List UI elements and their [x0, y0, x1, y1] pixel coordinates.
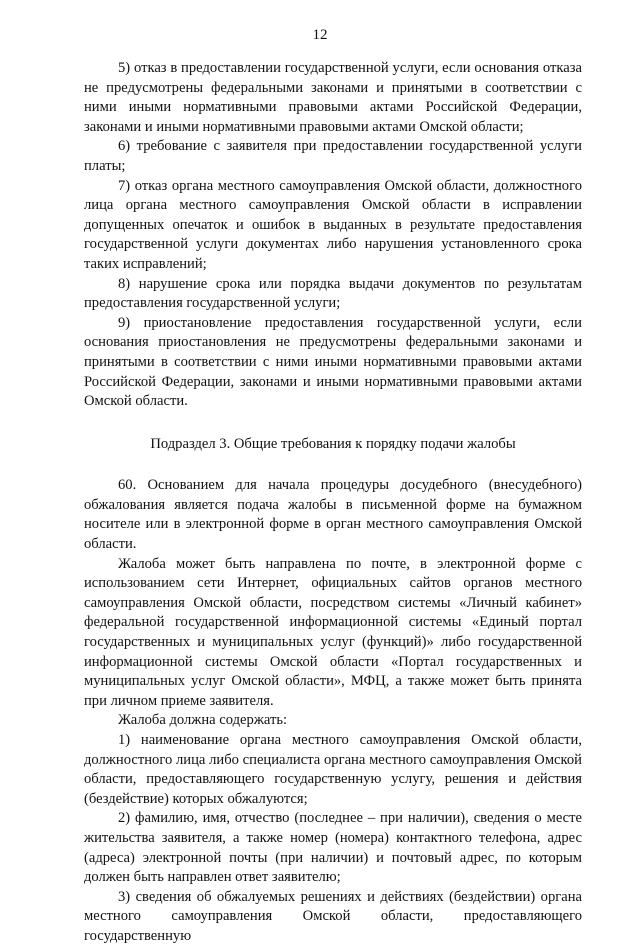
- paragraph-item-8: 8) нарушение срока или порядка выдачи документов по результатам предоставления государственной услуги;: [84, 275, 582, 312]
- paragraph-item-7: 7) отказ органа местного самоуправления Омской области, должностного лица органа местного самоуправления Омской области в исправлении допущенных опечаток и ошибок в выданных в результате предоставления государственной услуги документах либо нарушения установленного срока таких исправлений;: [84, 177, 582, 272]
- paragraph-contents-item-1: 1) наименование органа местного самоуправления Омской области, должностного лица либо специалиста органа местного самоуправления Омской области, предоставляющего государственную услугу, решения и действия (бездействие) которых обжалуются;: [84, 732, 582, 807]
- subsection-heading: Подраздел 3. Общие требования к порядку подачи жалобы: [150, 435, 516, 452]
- paragraph-submission-channels: Жалоба может быть направлена по почте, в электронной форме с использованием сети Интернет, официальных сайтов органов местного самоуправления Омской области, посредством системы «Личный кабинет» федеральной государственной информационной системы «Единый портал государственных и муниципальных услуг (функций)» либо государственной информационной системы Омской области «Портал государственных и муниципальных услуг Омской области», МФЦ, а также может быть принята при личном приеме заявителя.: [84, 555, 582, 709]
- paragraph-contents-item-2: 2) фамилию, имя, отчество (последнее – при наличии), сведения о месте жительства заявителя, а также номер (номера) контактного телефона, адрес (адреса) электронной почты (при наличии) и почтовый адрес, по которым должен быть направлен ответ заявителю;: [84, 810, 582, 886]
- page-number: 12: [312, 27, 328, 43]
- paragraph-complaint-contents-intro: Жалоба должна содержать:: [118, 712, 288, 729]
- paragraph-60: 60. Основанием для начала процедуры досудебного (внесудебного) обжалования является подача жалобы в письменной форме на бумажном носителе или в электронной форме в орган местного самоуправления Омской области.: [84, 477, 582, 553]
- paragraph-contents-item-3: 3) сведения об обжалуемых решениях и действиях (бездействии) органа местного самоуправления Омской области, предоставляющего государственную: [84, 888, 582, 944]
- paragraph-item-9: 9) приостановление предоставления государственной услуги, если основания приостановления не предусмотрены федеральными законами и принятыми в соответствии с ними иными нормативными правовыми актами Российской Федерации, законами и иными нормативными правовыми актами Омской области.: [84, 314, 582, 410]
- paragraph-item-6: 6) требование с заявителя при предоставлении государственной услуги платы;: [84, 138, 582, 174]
- page-content: [84, 59, 582, 947]
- paragraph-item-5: 5) отказ в предоставлении государственной услуги, если основания отказа не предусмотрены федеральными законами и принятыми в соответствии с ними иными нормативными правовыми актами Российской Федерации, законами и иными нормативными правовыми актами Омской области;: [84, 60, 582, 135]
